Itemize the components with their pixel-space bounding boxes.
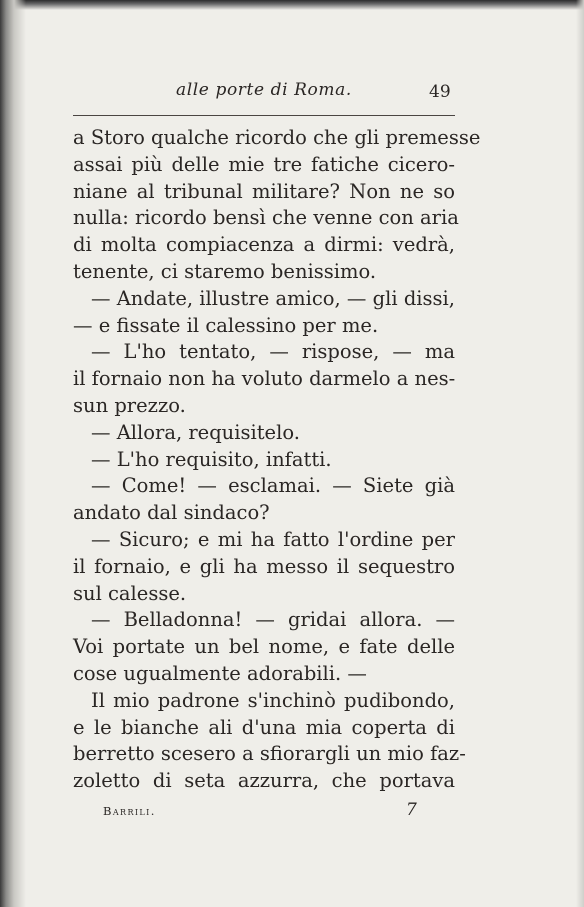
scan-edge-right	[576, 0, 584, 907]
running-title: alle porte di Roma.	[176, 80, 352, 100]
text-line: andato dal sindaco?	[73, 501, 270, 525]
page-number: 49	[429, 82, 451, 102]
text-line: — Come! — esclamai. — Siete già	[91, 474, 455, 498]
text-line: zoletto di seta azzurra, che portava	[73, 769, 455, 793]
text-line: — L'ho tentato, — rispose, — ma	[91, 340, 455, 364]
text-line: — Allora, requisitelo.	[91, 420, 300, 444]
text-line: il fornaio, e gli ha messo il sequestro	[73, 554, 455, 578]
header-rule	[73, 115, 455, 116]
body-text	[73, 125, 481, 795]
text-line: Voi portate un bel nome, e fate delle	[73, 635, 455, 659]
text-line: niane al tribunal militare? Non ne so	[73, 179, 455, 203]
text-line: il fornaio non ha voluto darmelo a nes-	[73, 367, 456, 391]
text-line: e le bianche ali d'una mia coperta di	[73, 715, 455, 739]
scan-edge-left	[0, 0, 26, 907]
text-line: a Storo qualche ricordo che gli premesse	[73, 126, 481, 149]
signature-mark: Barrili.	[103, 804, 156, 818]
text-line: — Andate, illustre amico, — gli dissi,	[91, 286, 455, 310]
text-line: nulla: ricordo bensì che venne con aria	[73, 206, 459, 230]
text-line: cose ugualmente adorabili. —	[73, 661, 367, 685]
text-line: berretto scesero a sfiorargli un mio faz-	[73, 742, 466, 766]
text-line: — L'ho requisito, infatti.	[91, 447, 332, 471]
scan-edge-top	[0, 0, 584, 10]
text-line: Il mio padrone s'inchinò pudibondo,	[91, 688, 455, 712]
page-footer	[0, 800, 584, 822]
text-line: — Belladonna! — gridai allora. —	[91, 608, 455, 632]
text-line: — Sicuro; e mi ha fatto l'ordine per	[91, 527, 455, 551]
text-line: tenente, ci staremo benissimo.	[73, 259, 377, 283]
text-line: di molta compiacenza a dirmi: vedrà,	[73, 233, 455, 257]
text-line: sul calesse.	[73, 581, 187, 605]
sheet-number: 7	[406, 800, 417, 820]
text-line: assai più delle mie tre fatiche cicero-	[73, 152, 455, 176]
text-line: sun prezzo.	[73, 393, 186, 417]
text-line: — e fissate il calessino per me.	[73, 313, 379, 337]
running-header	[0, 80, 584, 104]
